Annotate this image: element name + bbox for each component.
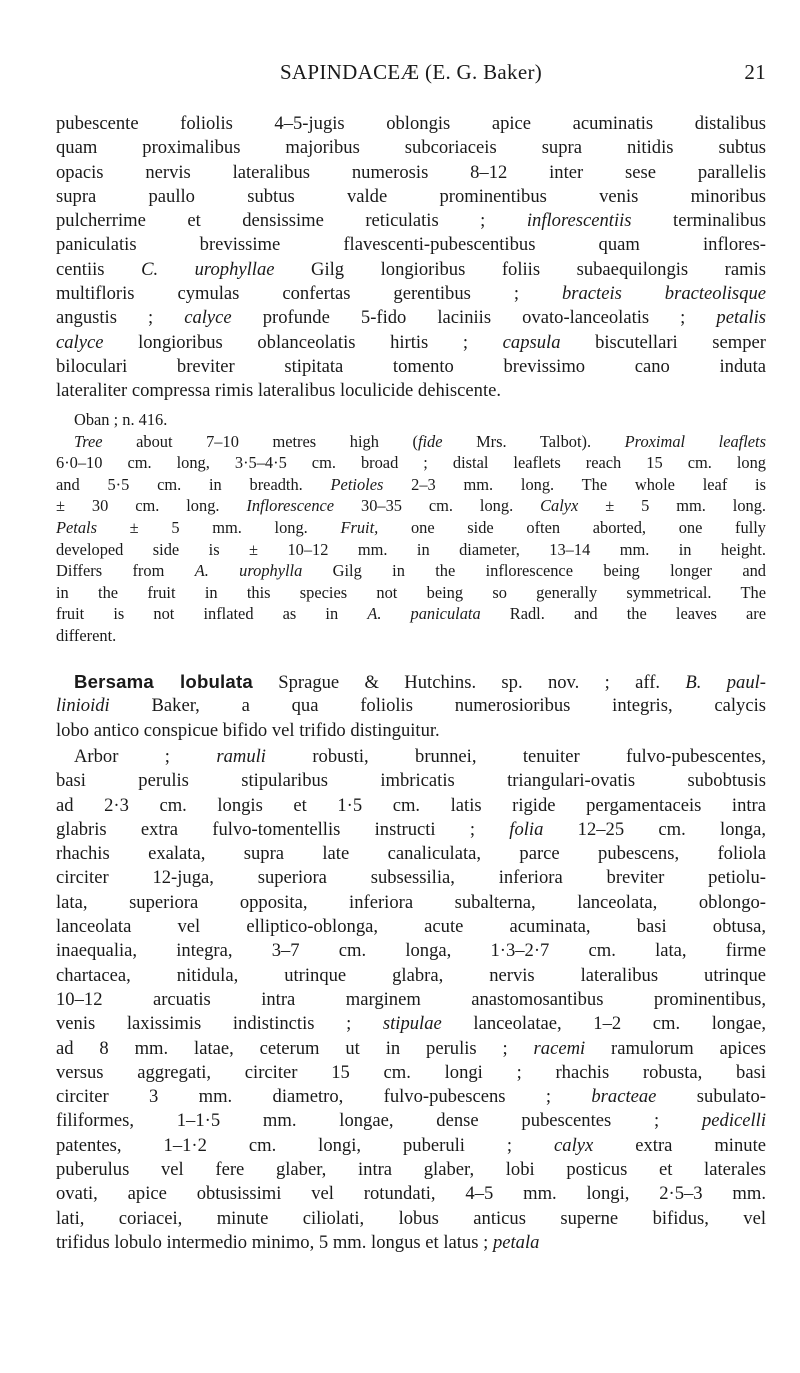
text-line: rhachis exalata, supra late canaliculata, parce pubescens, foliola (56, 843, 766, 865)
species-latin-description (56, 745, 766, 1255)
text-line: lobo antico conspicue bifido vel trifido distinguitur. (56, 719, 440, 741)
text-line: lateraliter compressa rimis lateralibus loculicide dehiscente. (56, 380, 502, 402)
text-line: patentes, 1–1·2 cm. longi, puberuli ; calyx extra minute (56, 1134, 766, 1156)
text-line: venis laxissimis indistinctis ; stipulae lanceolatae, 1–2 cm. longae, (56, 1013, 766, 1035)
text-line: inaequalia, integra, 3–7 cm. longa, 1·3–2·7 cm. lata, firme (56, 940, 766, 962)
text-line: versus aggregati, circiter 15 cm. longi ; rhachis robusta, basi (56, 1061, 766, 1083)
text-line: angustis ; calyce profunde 5-fido laciniis ovato-lanceolatis ; petalis (56, 307, 766, 329)
text-line: ovati, apice obtusissimi vel rotundati, 4–5 mm. longi, 2·5–3 mm. (56, 1183, 766, 1205)
text-line: basi perulis stipularibus imbricatis triangulari-ovatis subobtusis (56, 770, 766, 792)
text-line: pubescente foliolis 4–5-jugis oblongis apice acuminatis distalibus (56, 113, 766, 134)
page-number: 21 (744, 60, 766, 84)
text-line: developed side is ± 10–12 mm. in diameter, 13–14 mm. in height. (56, 539, 766, 559)
text-line: Oban ; n. 416. (74, 410, 168, 429)
text-line: Tree about 7–10 metres high (fide Mrs. Talbot). Proximal leaflets (74, 431, 766, 451)
text-line: chartacea, nitidula, utrinque glabra, nervis lateralibus utrinque (56, 964, 766, 986)
text-line: supra paullo subtus valde prominentibus venis minoribus (56, 185, 766, 207)
text-line: paniculatis brevissime flavescenti-pubescentibus quam inflores- (56, 234, 766, 256)
text-line: 6·0–10 cm. long, 3·5–4·5 cm. broad ; distal leaflets reach 15 cm. long (56, 453, 766, 473)
text-line: calyce longioribus oblanceolatis hirtis ; capsula biscutellari semper (56, 331, 766, 353)
text-line: glabris extra fulvo-tomentellis instructi ; folia 12–25 cm. longa, (56, 818, 766, 840)
text-line: opacis nervis lateralibus numerosis 8–12 inter sese parallelis (56, 161, 766, 183)
text-line: fruit is not inflated as in A. paniculata Radl. and the leaves are (56, 604, 766, 624)
text-line: 10–12 arcuatis intra marginem anastomosantibus prominentibus, (56, 988, 766, 1010)
text-line: circiter 12-juga, superiora subsessilia, inferiora breviter petiolu- (56, 867, 766, 889)
text-line: ad 2·3 cm. longis et 1·5 cm. latis rigide pergamentaceis intra (56, 794, 766, 816)
running-header (56, 60, 766, 96)
text-line: pulcherrime et densissime reticulatis ; inflorescentiis terminalibus (56, 210, 766, 232)
text-line: circiter 3 mm. diametro, fulvo-pubescens ; bracteae subulato- (56, 1086, 766, 1108)
text-line: different. (56, 625, 117, 645)
species-heading-paragraph (56, 670, 766, 743)
text-line: trifidus lobulo intermedio minimo, 5 mm. longus et latus ; petala (56, 1231, 540, 1253)
text-line: biloculari breviter stipitata tomento brevissimo cano induta (56, 355, 766, 377)
text-line: ± 30 cm. long. Inflorescence 30–35 cm. long. Calyx ± 5 mm. long. (56, 496, 767, 516)
text-line: linioidi Baker, a qua foliolis numerosioribus integris, calycis (56, 695, 766, 717)
text-line: quam proximalibus majoribus subcoriaceis supra nitidis subtus (56, 137, 766, 159)
text-line: puberulus vel fere glaber, intra glaber, lobi posticus et laterales (56, 1159, 766, 1181)
text-line: lanceolata vel elliptico-oblonga, acute acuminata, basi obtusa, (56, 916, 766, 938)
text-line: Differs from A. urophylla Gilg in the inflorescence being longer and (56, 561, 766, 581)
text-line: centiis C. urophyllae Gilg longioribus foliis subaequilongis ramis (56, 258, 766, 280)
specimen-notes (56, 409, 766, 647)
text-line: Bersama lobulata Sprague & Hutchins. sp. nov. ; aff. B. paul- (74, 671, 766, 693)
text-line: Arbor ; ramuli robusti, brunnei, tenuiter fulvo-pubescentes, (74, 746, 766, 767)
text-line: filiformes, 1–1·5 mm. longae, dense pubescentes ; pedicelli (56, 1110, 766, 1132)
text-line: and 5·5 cm. in breadth. Petioles 2–3 mm. long. The whole leaf is (56, 474, 766, 494)
text-line: multifloris cymulas confertas gerentibus ; bracteis bracteolisque (56, 283, 767, 305)
text-line: Petals ± 5 mm. long. Fruit, one side often aborted, one fully (56, 517, 767, 537)
text-line: lati, coriacei, minute ciliolati, lobus anticus superne bifidus, vel (56, 1207, 766, 1229)
text-line: lata, superiora opposita, inferiora subalterna, lanceolata, oblongo- (56, 891, 766, 913)
latin-description-continued (56, 112, 766, 404)
text-line: in the fruit in this species not being so generally symmetrical. The (56, 582, 766, 602)
text-line: ad 8 mm. latae, ceterum ut in perulis ; racemi ramulorum apices (56, 1037, 766, 1059)
running-title: SAPINDACEÆ (E. G. Baker) (279, 60, 543, 84)
